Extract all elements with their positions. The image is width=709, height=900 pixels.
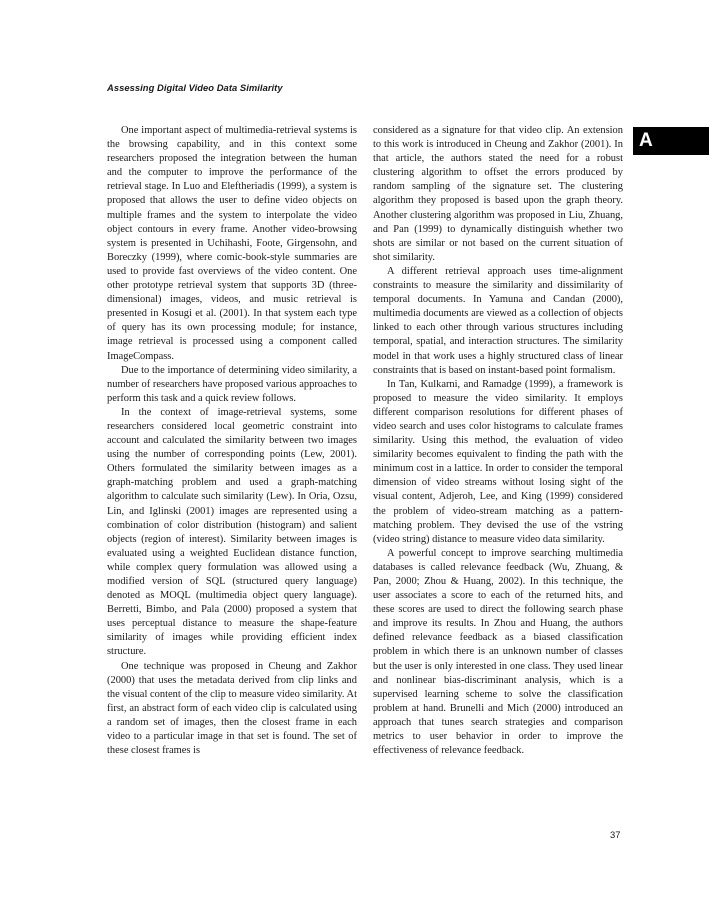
section-tab-letter: A — [639, 130, 653, 151]
paragraph: One important aspect of multimedia-retrieval systems is the browsing capability, and in this context some researchers proposed the integration between the human and the computer to improve the performance of the retrieval stage. In Luo and Eleftheriadis (1999), a system is proposed that allows the user to define video objects on multiple frames and the system to interpolate the video object contours in every frame. Another video-browsing system is presented in Uchihashi, Foote, Girgensohn, and Boreczky (1999), where comic-book-style summaries are used to provide fast overviews of the video content. One other prototype retrieval system that supports 3D (three-dimensional) images, videos, and music retrieval is presented in Kosugi et al. (2001). In that system each type of query has its own processing module; for instance, image retrieval is processed using a component called ImageCompass. — [107, 125, 357, 362]
paragraph: A different retrieval approach uses time-alignment constraints to measure the similarity and dissimilarity of temporal documents. In Yamuna and Candan (2000), multimedia documents are viewed as a collection of objects linked to each other through various structures including temporal, spatial, and interaction structures. The similarity model in that work uses a highly structured class of linear constraints that is based on instant-based point formalism. — [373, 265, 623, 376]
left-column — [107, 124, 357, 758]
paragraph: In the context of image-retrieval systems, some researchers considered local geometric constraint into account and calculated the similarity between two images using the number of corresponding points (Lew, 2001). Others formulated the similarity between images as a graph-matching problem and used a graph-matching algorithm to calculate such similarity (Lew). In Oria, Ozsu, Lin, and Iglinski (2001) images are represented using a combination of color distribution (histogram) and salient objects (region of interest). Similarity between images is evaluated using a weighted Euclidean distance function, while complex query formulation was allowed using a modified version of SQL (structured query language) denoted as MOQL (multimedia object query language). Berretti, Bimbo, and Pala (2000) proposed a system that uses perceptual distance to measure the shape-feature similarity of images while providing efficient index structure. — [107, 406, 357, 658]
paragraph: considered as a signature for that video clip. An extension to this work is introduced in Cheung and Zakhor (2001). In that article, the authors stated the need for a robust clustering algorithm to offset the errors produced by random sampling of the signature set. The clustering algorithm they proposed is based upon the graph theory. Another clustering algorithm was proposed in Liu, Zhuang, and Pan (1999) to dynamically distinguish whether two shots are similar or not based on the current situation of shot similarity. — [373, 125, 623, 263]
running-head: Assessing Digital Video Data Similarity — [107, 82, 283, 93]
paragraph: One technique was proposed in Cheung and Zakhor (2000) that uses the metadata derived from clip links and the visual content of the clip to measure video similarity. At first, an abstract form of each video clip is calculated using a random set of images, then the closest frame in each video to a particular image in that set is found. The set of these closest frames is — [107, 660, 357, 757]
paragraph: A powerful concept to improve searching multimedia databases is called relevance feedback (Wu, Zhuang, & Pan, 2000; Zhou & Huang, 2002). In this technique, the user associates a score to each of the returned hits, and these scores are used to direct the following search phase and improve its results. In Zhou and Huang, the authors defined relevance feedback as a biased classification problem in which there is an unknown number of classes but the user is only interested in one class. They used linear and nonlinear bias-discriminant analysis, which is a supervised learning scheme to solve the classification problem at hand. Brunelli and Mich (2000) introduced an approach that tunes search strategies and comparison metrics to user behavior in order to improve the effectiveness of relevance feedback. — [373, 547, 623, 757]
paragraph: Due to the importance of determining video similarity, a number of researchers have proposed various approaches to perform this task and a quick review follows. — [107, 364, 357, 404]
section-tab — [633, 127, 709, 155]
right-column — [373, 124, 623, 758]
page-number: 37 — [610, 829, 621, 840]
paragraph: In Tan, Kulkarni, and Ramadge (1999), a framework is proposed to measure the video similarity. It employs different comparison resolutions for different phases of video search and uses color histograms to calculate frames similarity. Using this method, the evaluation of video similarity becomes equivalent to finding the path with the minimum cost in a lattice. In order to consider the temporal dimension of video streams without losing sight of the visual content, Adjeroh, Lee, and King (1999) considered the problem of video-stream matching as a pattern-matching problem. They devised the use of the vstring (video string) distance to measure video data similarity. — [373, 378, 623, 545]
